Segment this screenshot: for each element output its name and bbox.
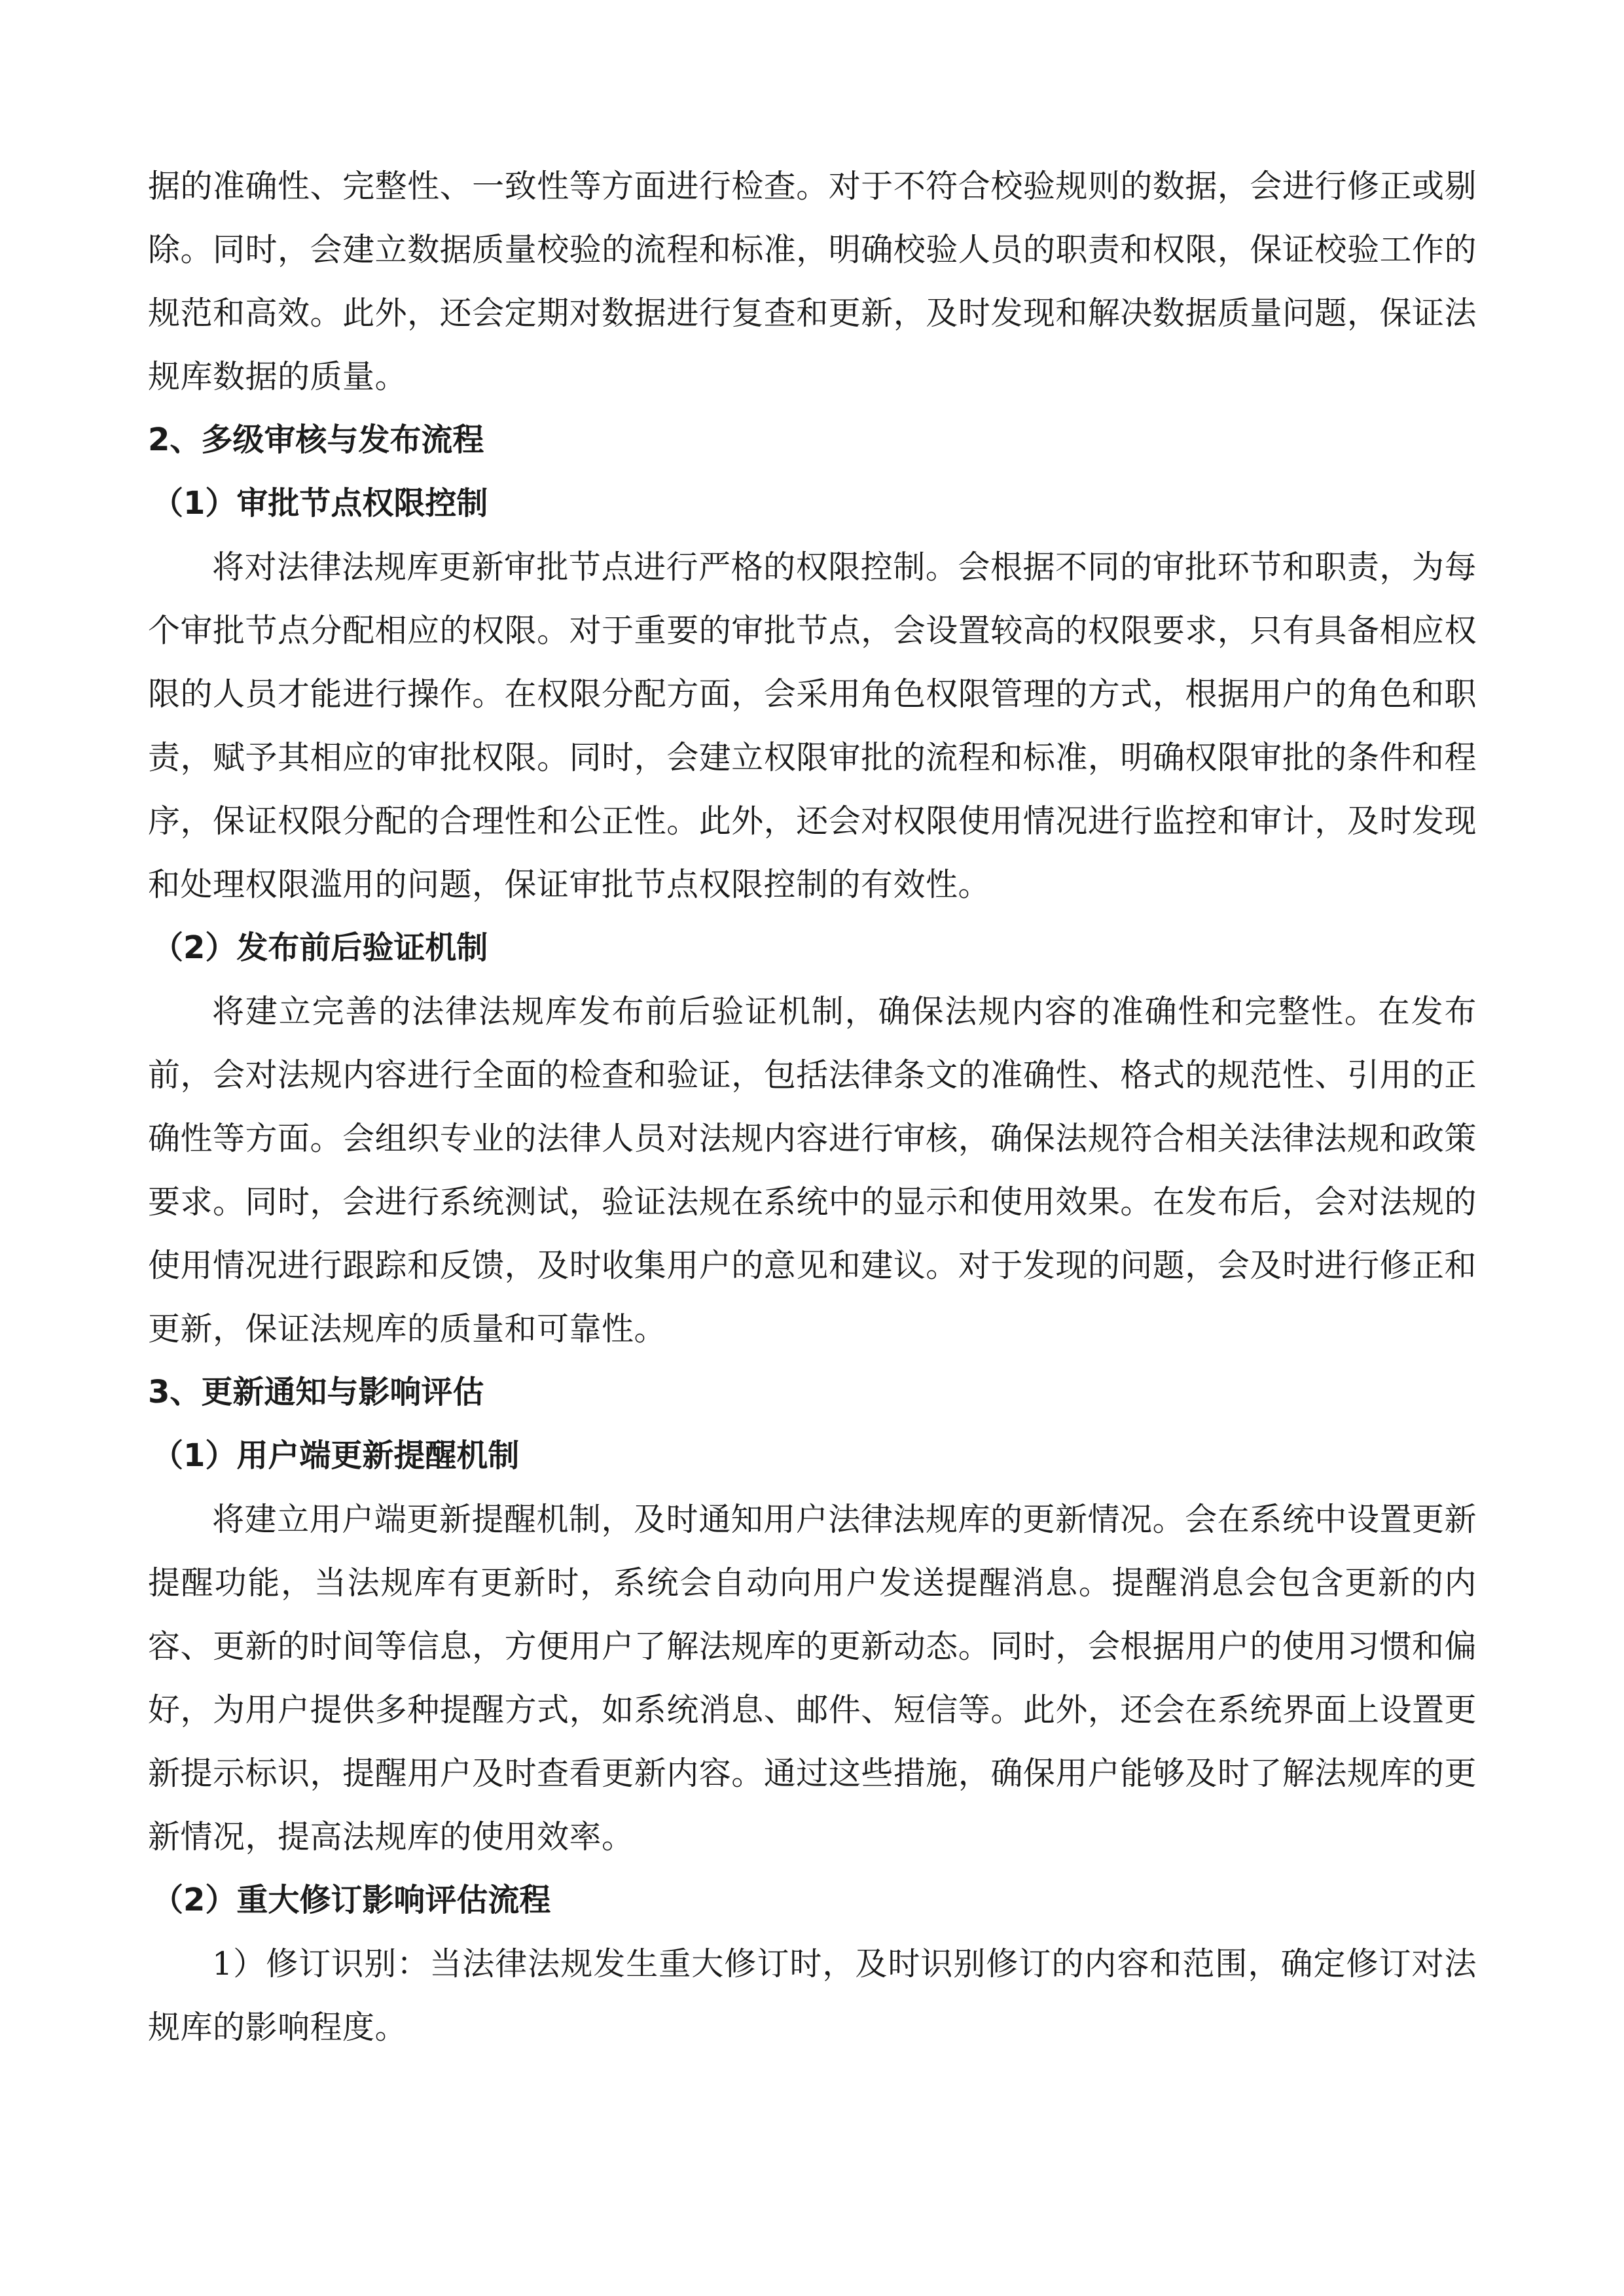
paragraph-user-reminder: 将建立用户端更新提醒机制，及时通知用户法律法规库的更新情况。会在系统中设置更新提醒功能，当法规库有更新时，系统会自动向用户发送提醒消息。提醒消息会包含更新的内容、更新的时间等信息，方便用户了解法规库的更新动态。同时，会根据用户的使用习惯和偏好，为用户提供多种提醒方式，如系统消息、邮件、短信等。此外，还会在系统界面上设置更新提示标识，提醒用户及时查看更新内容。通过这些措施，确保用户能够及时了解法规库的更新情况，提高法规库的使用效率。	[148, 1501, 1477, 1856]
subsection-heading-approval-permission: （1）审批节点权限控制	[152, 485, 488, 522]
paragraph-revision-identification: 1）修订识别：当法律法规发生重大修订时，及时识别修订的内容和范围，确定修订对法规库的影响程度。	[148, 1945, 1477, 2046]
subsection-heading-impact-assessment: （2）重大修订影响评估流程	[152, 1882, 551, 1918]
paragraph-data-quality: 据的准确性、完整性、一致性等方面进行检查。对于不符合校验规则的数据，会进行修正或剔除。同时，会建立数据质量校验的流程和标准，明确校验人员的职责和权限，保证校验工作的规范和高效。此外，还会定期对数据进行复查和更新，及时发现和解决数据质量问题，保证法规库数据的质量。	[148, 168, 1477, 395]
paragraph-approval-permission: 将对法律法规库更新审批节点进行严格的权限控制。会根据不同的审批环节和职责，为每个审批节点分配相应的权限。对于重要的审批节点，会设置较高的权限要求，只有具备相应权限的人员才能进行操作。在权限分配方面，会采用角色权限管理的方式，根据用户的角色和职责，赋予其相应的审批权限。同时，会建立权限审批的流程和标准，明确权限审批的条件和程序，保证权限分配的合理性和公正性。此外，还会对权限使用情况进行监控和审计，及时发现和处理权限滥用的问题，保证审批节点权限控制的有效性。	[148, 548, 1477, 903]
section-heading-update-notification: 3、更新通知与影响评估	[148, 1374, 484, 1410]
section-heading-review-publish: 2、多级审核与发布流程	[148, 422, 484, 458]
document-body	[148, 154, 1477, 2059]
subsection-heading-publish-verification: （2）发布前后验证机制	[152, 929, 488, 966]
subsection-heading-user-reminder: （1）用户端更新提醒机制	[152, 1437, 520, 1474]
paragraph-publish-verification: 将建立完善的法律法规库发布前后验证机制，确保法规内容的准确性和完整性。在发布前，会对法规内容进行全面的检查和验证，包括法律条文的准确性、格式的规范性、引用的正确性等方面。会组织专业的法律人员对法规内容进行审核，确保法规符合相关法律法规和政策要求。同时，会进行系统测试，验证法规在系统中的显示和使用效果。在发布后，会对法规的使用情况进行跟踪和反馈，及时收集用户的意见和建议。对于发现的问题，会及时进行修正和更新，保证法规库的质量和可靠性。	[148, 993, 1477, 1348]
